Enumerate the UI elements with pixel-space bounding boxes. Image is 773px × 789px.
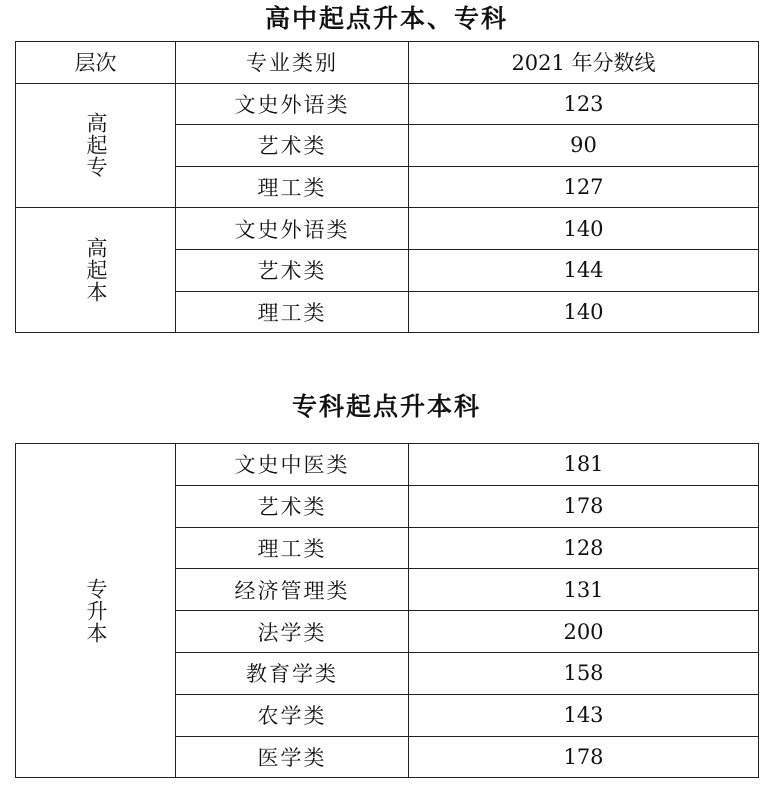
category-cell: 理工类 — [176, 291, 409, 333]
category-cell: 法学类 — [176, 611, 409, 653]
header-category: 专业类别 — [176, 42, 409, 84]
category-cell: 艺术类 — [176, 249, 409, 291]
score-cell: 140 — [409, 208, 759, 250]
score-cell: 178 — [409, 485, 759, 527]
score-cell: 128 — [409, 527, 759, 569]
level-label: 高起专 — [84, 112, 108, 179]
category-cell: 文史外语类 — [176, 83, 409, 125]
table-row — [16, 83, 759, 125]
level-label: 专升本 — [84, 577, 108, 644]
category-cell: 文史外语类 — [176, 208, 409, 250]
score-cell: 90 — [409, 125, 759, 167]
table-header-row — [16, 42, 759, 84]
category-cell: 艺术类 — [176, 125, 409, 167]
score-cell: 143 — [409, 694, 759, 736]
score-cell: 178 — [409, 736, 759, 778]
level-label: 高起本 — [84, 237, 108, 304]
category-cell: 经济管理类 — [176, 569, 409, 611]
category-cell: 理工类 — [176, 527, 409, 569]
level-cell — [16, 444, 176, 778]
section-title-junior-college: 专科起点升本科 — [291, 392, 481, 421]
high-school-score-table — [15, 41, 759, 333]
section-title-high-school: 高中起点升本、专科 — [264, 4, 508, 33]
category-cell: 农学类 — [176, 694, 409, 736]
score-cell: 144 — [409, 249, 759, 291]
score-cell: 131 — [409, 569, 759, 611]
score-cell: 123 — [409, 83, 759, 125]
header-score: 2021 年分数线 — [409, 42, 759, 84]
category-cell: 艺术类 — [176, 485, 409, 527]
category-cell: 文史中医类 — [176, 444, 409, 486]
table-row — [16, 444, 759, 486]
score-cell: 127 — [409, 166, 759, 208]
score-cell: 158 — [409, 652, 759, 694]
table-row — [16, 208, 759, 250]
header-level: 层次 — [16, 42, 176, 84]
junior-college-score-table — [15, 443, 759, 778]
level-cell — [16, 208, 176, 333]
score-cell: 200 — [409, 611, 759, 653]
score-cell: 140 — [409, 291, 759, 333]
level-cell — [16, 83, 176, 208]
category-cell: 医学类 — [176, 736, 409, 778]
category-cell: 理工类 — [176, 166, 409, 208]
category-cell: 教育学类 — [176, 652, 409, 694]
score-cell: 181 — [409, 444, 759, 486]
